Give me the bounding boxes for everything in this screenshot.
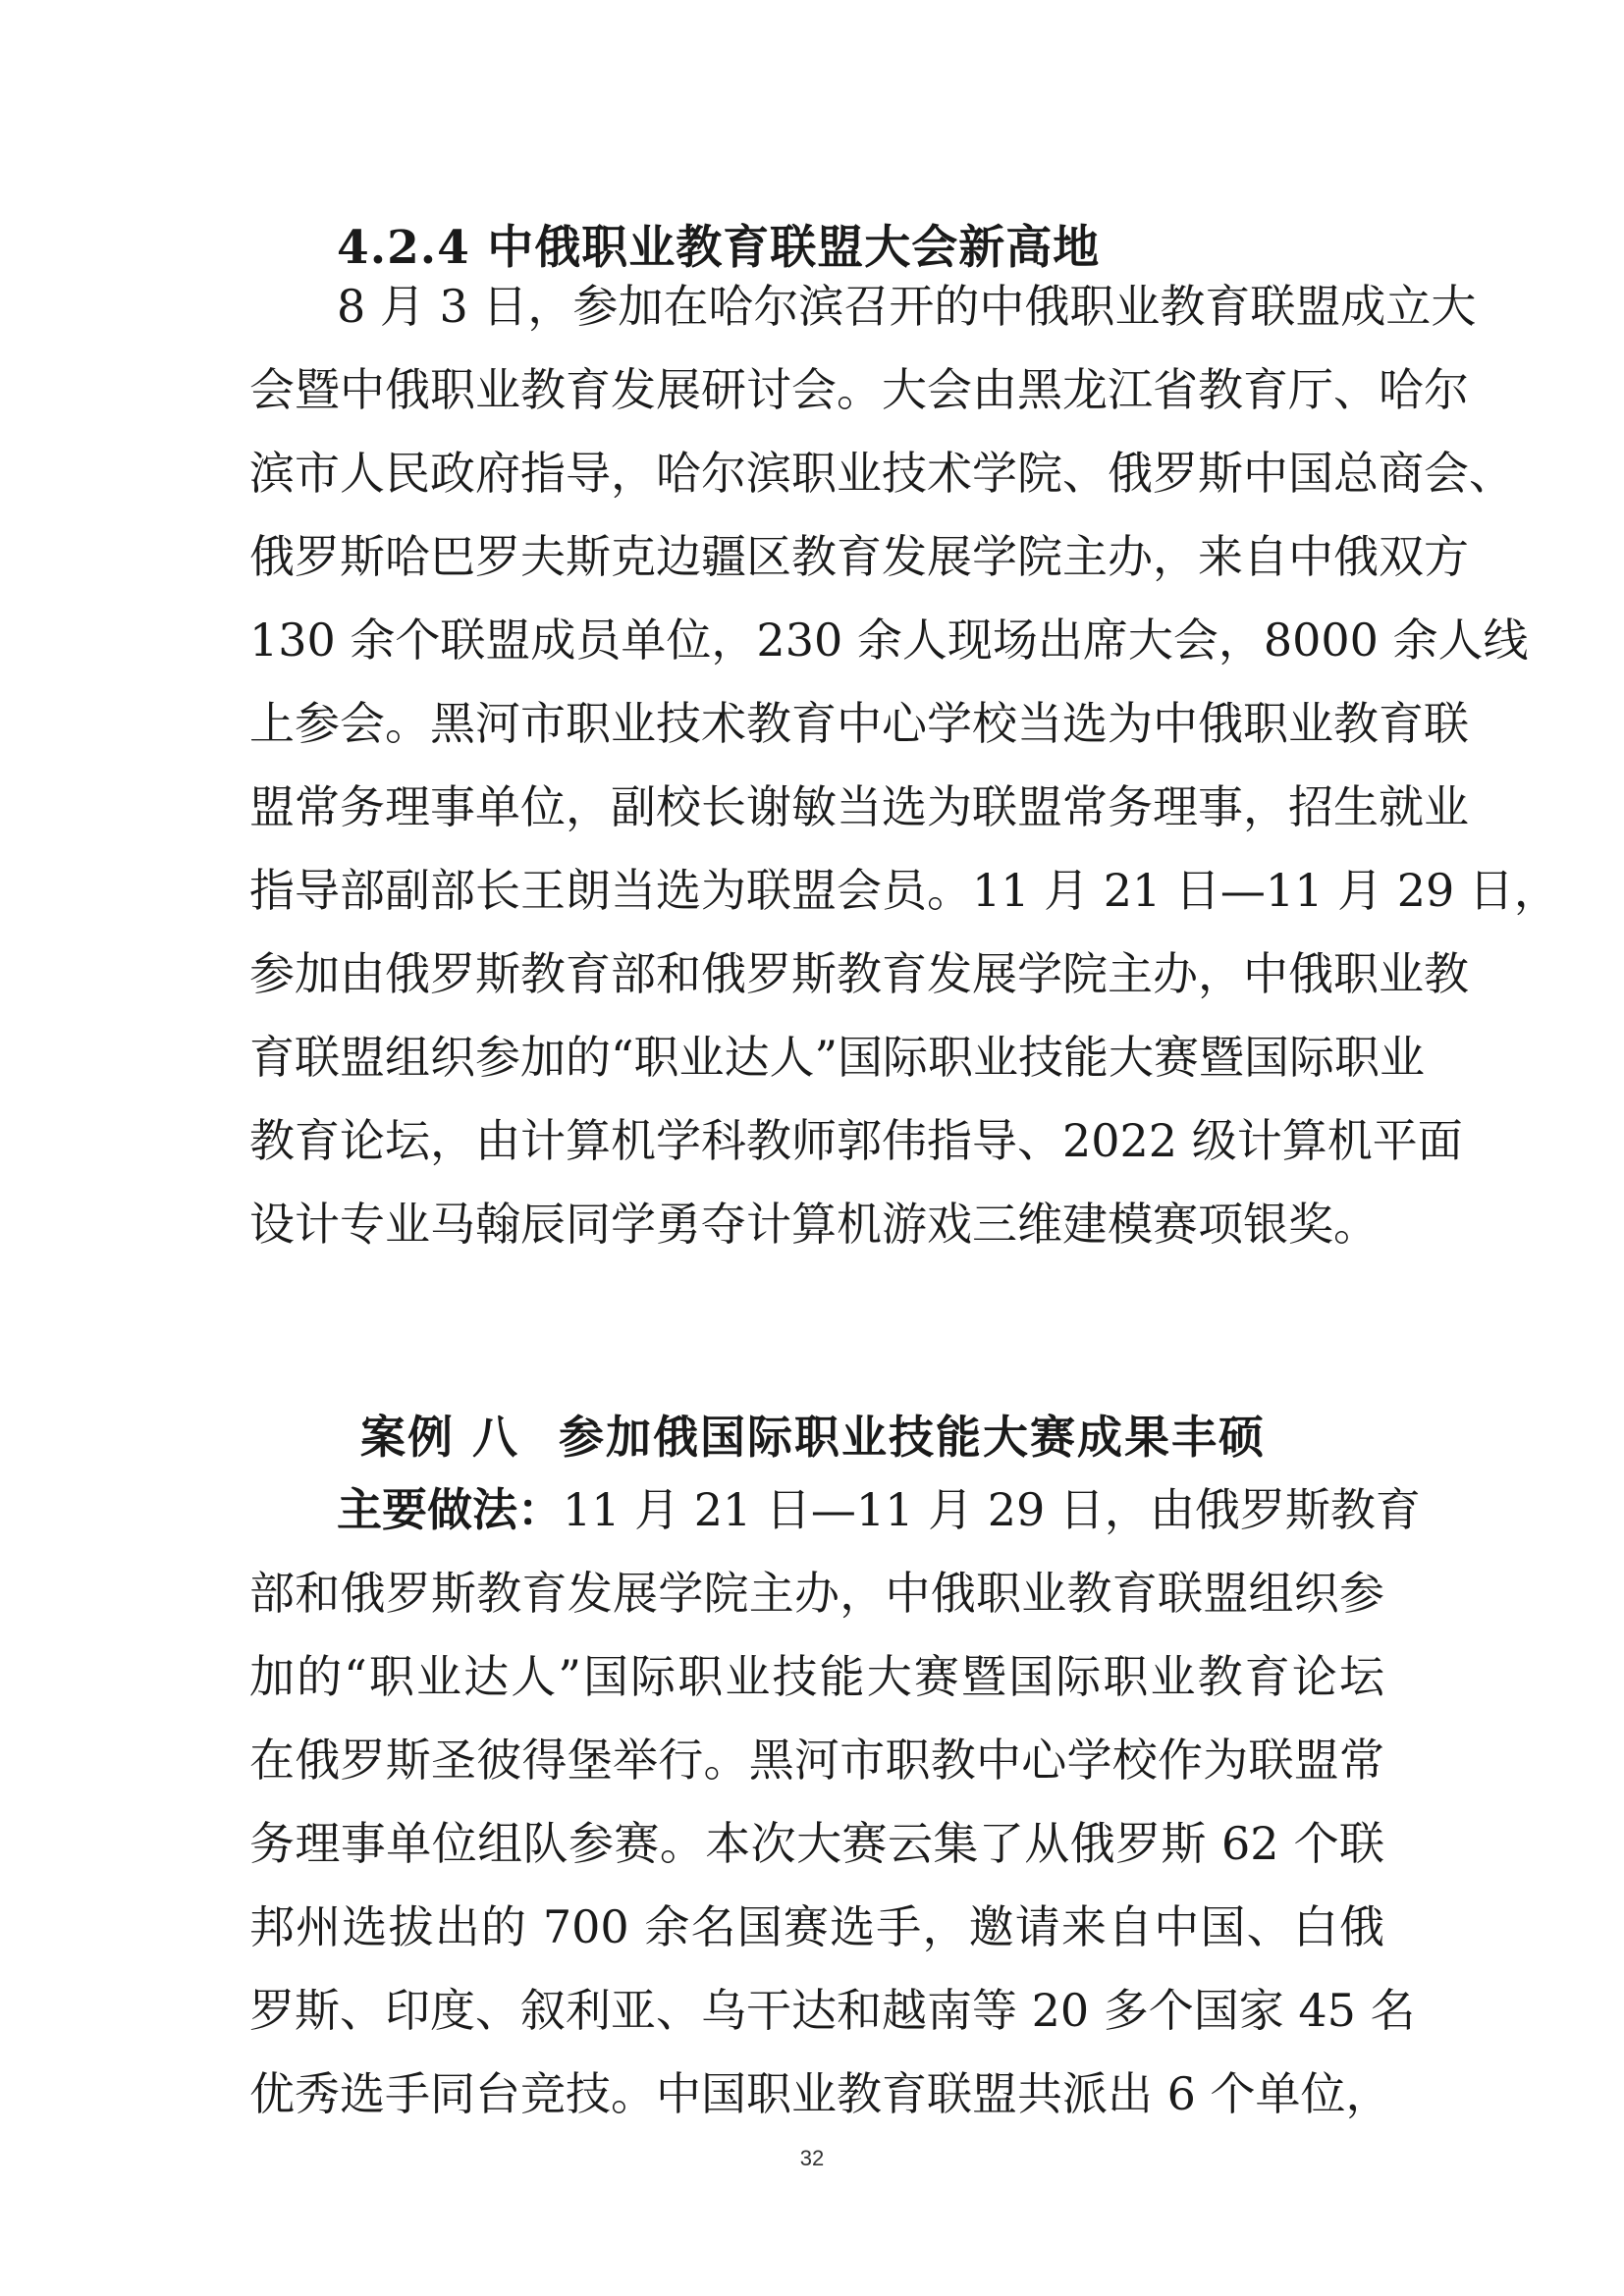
paragraph-line: 设计专业马翰辰同学勇夺计算机游戏三维建模赛项银奖。	[249, 1198, 1379, 1251]
paragraph-line: 会暨中俄职业教育发展研讨会。大会由黑龙江省教育厅、哈尔	[249, 363, 1469, 416]
case-lead: 主要做法：	[337, 1483, 563, 1536]
case-paragraph-line: 在俄罗斯圣彼得堡举行。黑河市职教中心学校作为联盟常	[249, 1734, 1384, 1787]
paragraph-line: 教育论坛，由计算机学科教师郭伟指导、2022 级计算机平面	[249, 1114, 1463, 1167]
paragraph-line: 130 余个联盟成员单位，230 余人现场出席大会，8000 余人线	[249, 614, 1529, 667]
case-paragraph-line: 罗斯、印度、叙利亚、乌干达和越南等 20 多个国家 45 名	[249, 1984, 1416, 2037]
paragraph-line: 盟常务理事单位，副校长谢敏当选为联盟常务理事，招生就业	[249, 780, 1469, 833]
case-number: 八	[472, 1411, 520, 1464]
case-paragraph-line: 部和俄罗斯教育发展学院主办，中俄职业教育联盟组织参	[249, 1567, 1384, 1620]
case-title-text: 参加俄国际职业技能大赛成果丰硕	[559, 1411, 1267, 1464]
case-title	[360, 1402, 1266, 1467]
case-paragraph-first-line	[337, 1480, 1421, 1539]
section-heading: 4.2.4 中俄职业教育联盟大会新高地	[337, 221, 1101, 275]
paragraph-line: 上参会。黑河市职业技术教育中心学校当选为中俄职业教育联	[249, 697, 1469, 750]
case-line-rest: 11 月 21 日—11 月 29 日，由俄罗斯教育	[563, 1483, 1421, 1536]
paragraph-line: 8 月 3 日，参加在哈尔滨召开的中俄职业教育联盟成立大	[337, 280, 1477, 333]
case-paragraph-line: 加的“职业达人”国际职业技能大赛暨国际职业教育论坛	[249, 1650, 1384, 1703]
case-paragraph-line: 务理事单位组队参赛。本次大赛云集了从俄罗斯 62 个联	[249, 1817, 1384, 1870]
case-paragraph-line: 邦州选拔出的 700 余名国赛选手，邀请来自中国、白俄	[249, 1900, 1384, 1953]
paragraph-line: 育联盟组织参加的“职业达人”国际职业技能大赛暨国际职业	[249, 1031, 1426, 1084]
paragraph-line: 指导部副部长王朗当选为联盟会员。11 月 21 日—11 月 29 日，	[249, 864, 1559, 917]
page-number: 32	[799, 2146, 825, 2170]
case-label: 案例	[360, 1411, 455, 1464]
paragraph-line: 俄罗斯哈巴罗夫斯克边疆区教育发展学院主办，来自中俄双方	[249, 530, 1469, 583]
paragraph-line: 参加由俄罗斯教育部和俄罗斯教育发展学院主办，中俄职业教	[249, 947, 1469, 1000]
paragraph-line: 滨市人民政府指导，哈尔滨职业技术学院、俄罗斯中国总商会、	[249, 447, 1514, 500]
case-paragraph-line: 优秀选手同台竞技。中国职业教育联盟共派出 6 个单位，	[249, 2067, 1391, 2120]
